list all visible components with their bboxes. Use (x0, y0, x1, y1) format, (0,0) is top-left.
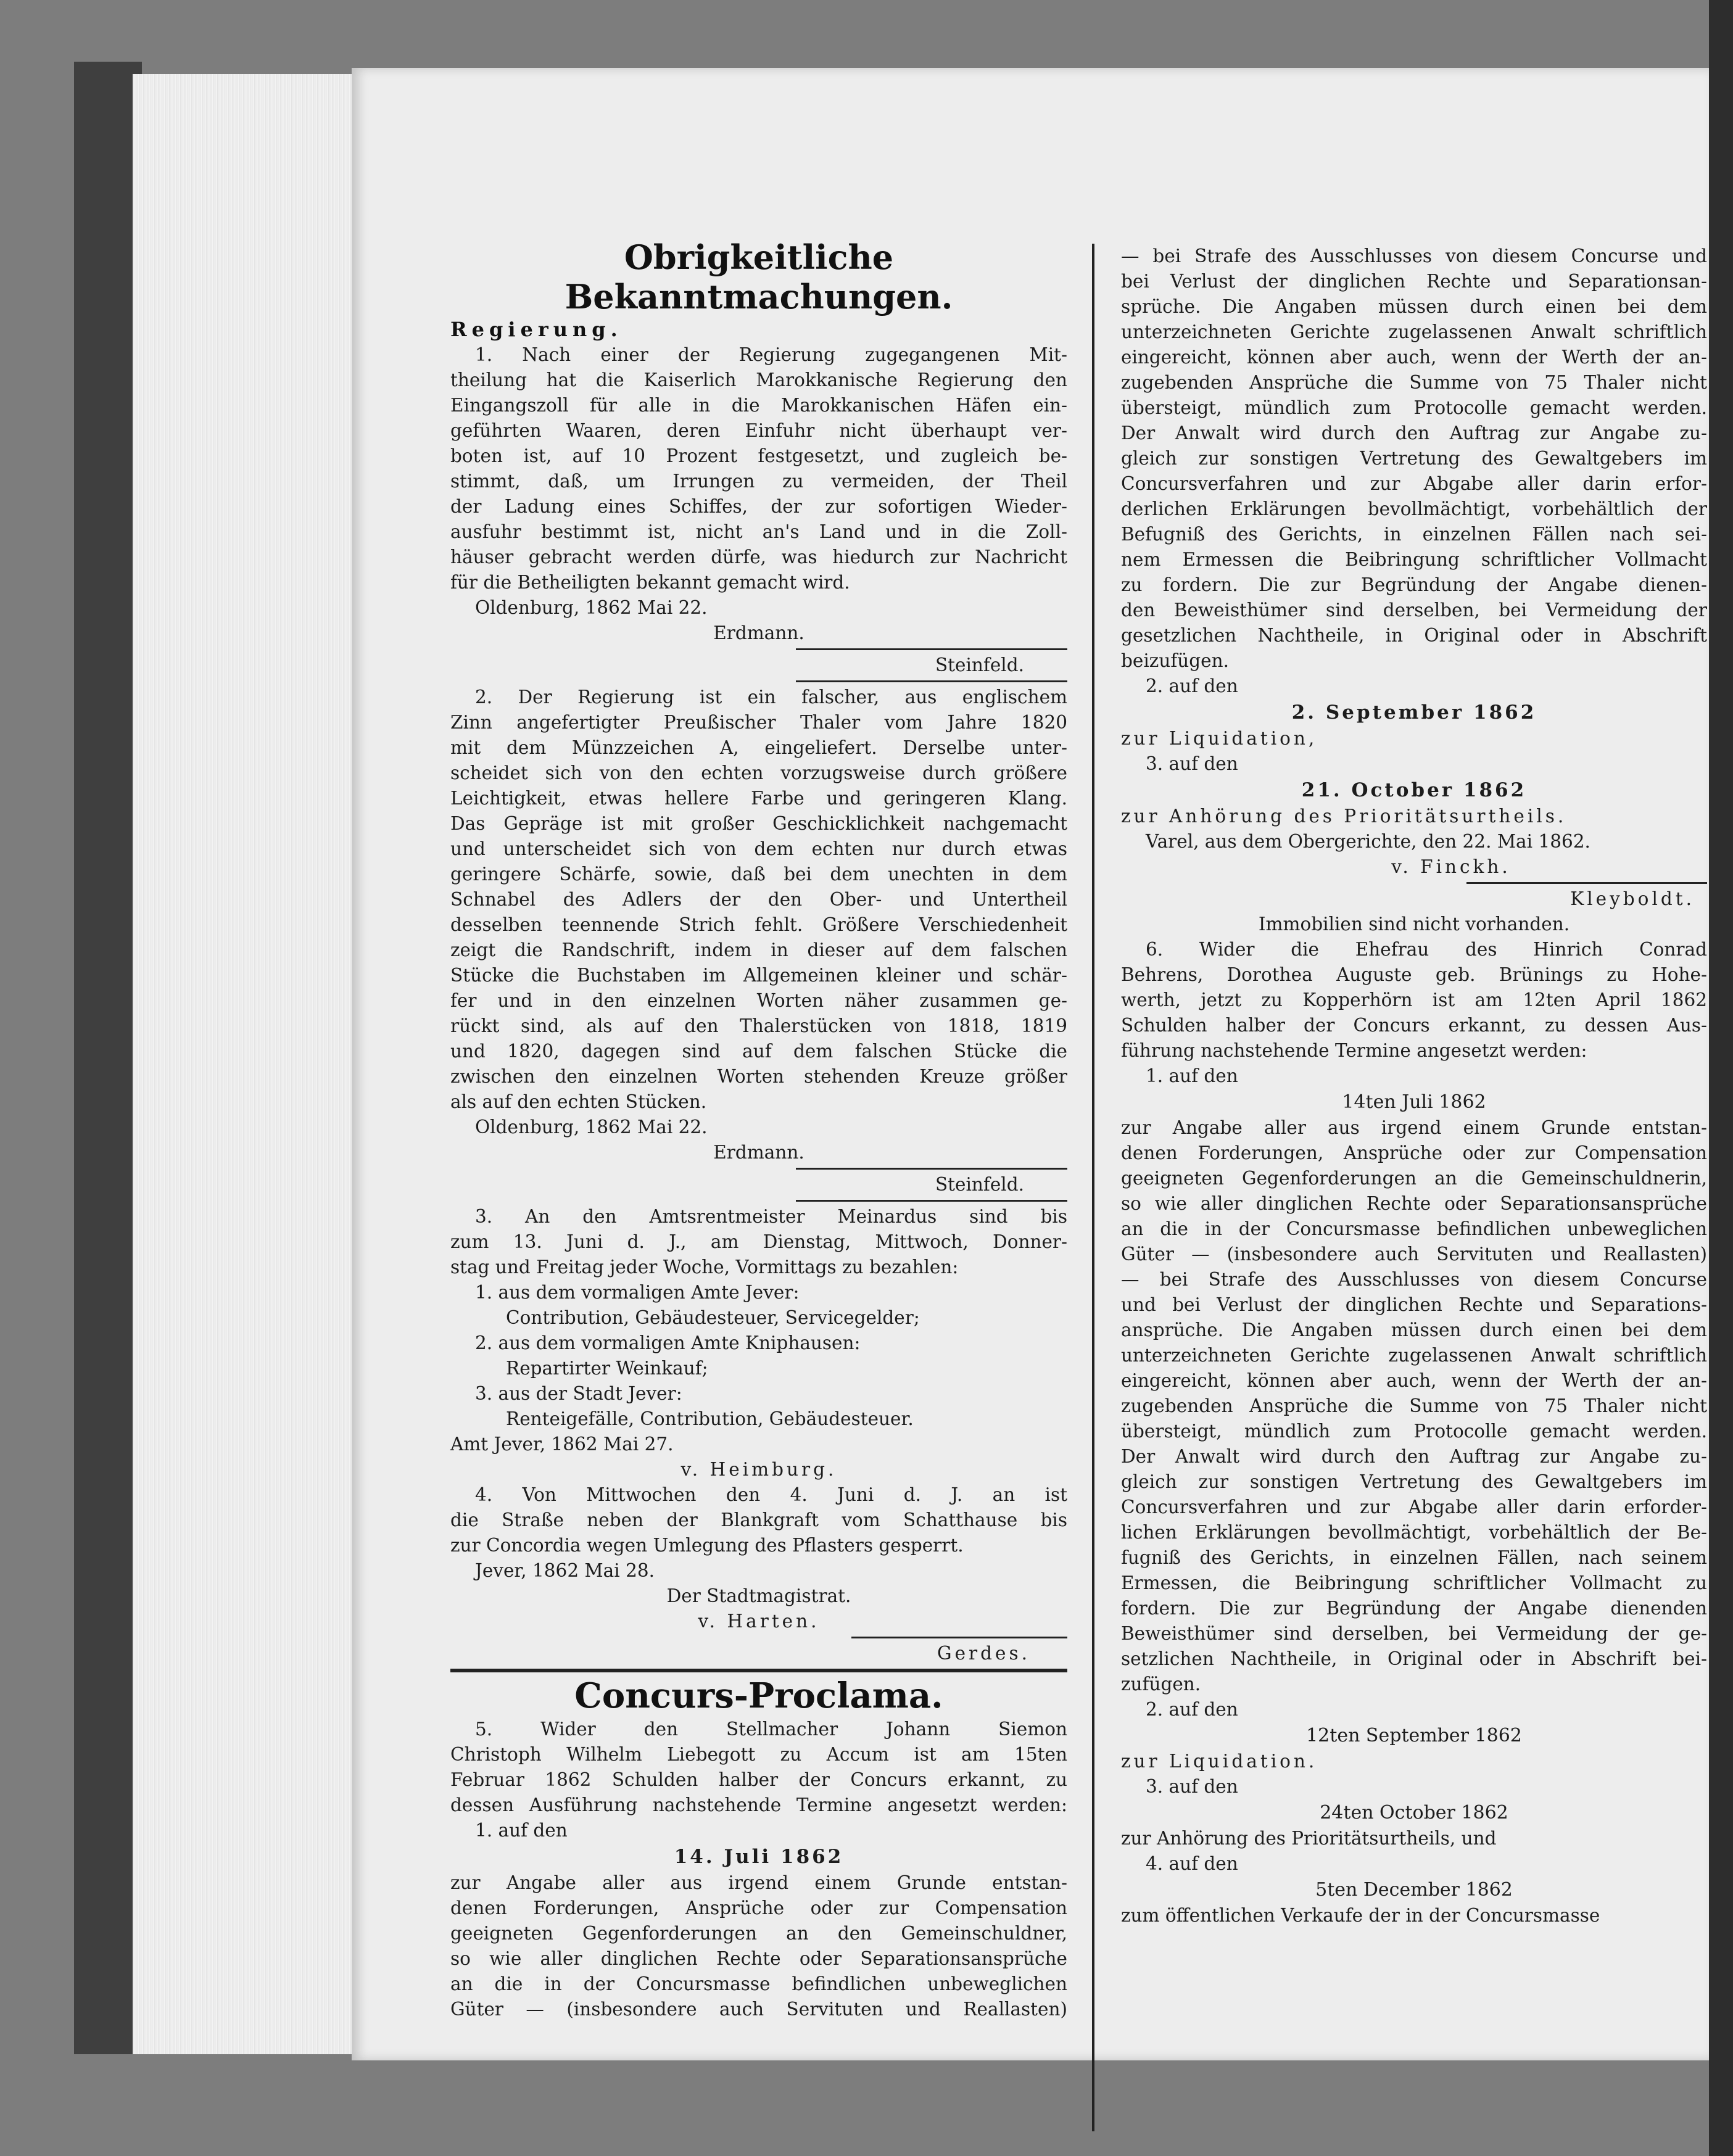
text-line: derlichen Erklärungen bevollmächtigt, vorbehältlich der (1121, 498, 1707, 519)
place-date: Oldenburg, 1862 Mai 22. (475, 1117, 708, 1138)
text-line: eingereicht, können aber auch, wenn der Werth der an- (1121, 347, 1707, 368)
signature-rule (796, 1168, 1067, 1170)
column-divider (1092, 244, 1094, 2131)
term-label: 1. auf den (1146, 1065, 1238, 1086)
text-line: zu fordern. Die zur Begründung der Angabe dienen- (1121, 574, 1707, 595)
text-line: Güter — (insbesondere auch Servituten und Reallasten) (1121, 1244, 1707, 1265)
notice-1 (450, 342, 1067, 682)
term-date: 14ten Juli 1862 (1342, 1091, 1486, 1113)
text-line: Schnabel des Adlers der den Ober- und Untertheil (450, 889, 1067, 910)
text-line: geeigneten Gegenforderungen an den Gemeinschuldner, (450, 1923, 1067, 1944)
term-label: 1. auf den (475, 1820, 568, 1841)
term-purpose: zur Liquidation, (1121, 728, 1318, 749)
text-line: desselben teennende Strich fehlt. Größere Verschiedenheit (450, 914, 1067, 935)
notice-6 (1121, 937, 1707, 1928)
text-line: zum 13. Juni d. J., am Dienstag, Mittwoch, Donner- (450, 1231, 1067, 1252)
text-line: fugniß des Gerichts, in einzelnen Fällen, nach seinem (1121, 1547, 1707, 1568)
signature: Erdmann. (713, 622, 804, 643)
text-line: und 1820, dagegen sind auf dem falschen Stücke die (450, 1041, 1067, 1062)
text-line: zugebenden Ansprüche die Summe von 75 Thaler nicht (1121, 1395, 1707, 1416)
text-line: Das Gepräge ist mit großer Geschicklichkeit nachgemacht (450, 813, 1067, 834)
signature: Erdmann. (713, 1142, 804, 1163)
text-line: zwischen den einzelnen Worten stehenden Kreuze größer (450, 1066, 1067, 1087)
signature: Steinfeld. (935, 1174, 1024, 1195)
text-line: geeigneten Gegenforderungen an die Gemeinschuldnerin, (1121, 1168, 1707, 1189)
text-line: und unterscheidet sich von dem echten nur durch etwas (450, 838, 1067, 859)
text-line: beizufügen. (1121, 650, 1229, 671)
signature-rule (796, 648, 1067, 650)
authority: Der Stadtmagistrat. (666, 1585, 851, 1606)
notice-2 (450, 685, 1067, 1202)
text-line: Schulden halber der Concurs erkannt, zu dessen Aus- (1121, 1015, 1707, 1036)
term-purpose: zur Liquidation. (1121, 1751, 1318, 1772)
list-item: Repartirter Weinkauf; (506, 1358, 708, 1379)
place-date: Jever, 1862 Mai 28. (475, 1560, 655, 1581)
section-regierung: Regierung. (450, 318, 622, 341)
book-cover-edge (1709, 0, 1733, 2156)
text-line: scheidet sich von den echten vorzugsweise durch größere (450, 762, 1067, 783)
text-line: Befugniß des Gerichts, in einzelnen Fällen nach sei- (1121, 524, 1707, 545)
text-line: gesetzlichen Nachtheile, in Original oder in Abschrift (1121, 625, 1707, 646)
text-line: Ermessen, die Beibringung schriftlicher Vollmacht zu (1121, 1572, 1707, 1593)
text-line: Güter — (insbesondere auch Servituten und Reallasten) (450, 1999, 1067, 2020)
text-line: übersteigt, mündlich zum Protocolle gemacht werden. (1121, 397, 1707, 418)
text-line: eingereicht, können aber auch, wenn der Werth der an- (1121, 1370, 1707, 1391)
text-line: der Ladung eines Schiffes, der zur sofortigen Wieder- (450, 496, 1067, 517)
text-line: denen Forderungen, Ansprüche oder zur Compensation (1121, 1142, 1707, 1163)
note: Immobilien sind nicht vorhanden. (1258, 914, 1570, 935)
right-column (1121, 244, 1707, 1928)
signature: v. Harten. (698, 1611, 820, 1632)
term-date: 2. September 1862 (1291, 701, 1537, 724)
text-line: 5. Wider den Stellmacher Johann Siemon (475, 1719, 1067, 1740)
signature: Kleyboldt. (1570, 888, 1695, 909)
text-line: Beweisthümer sind derselben, bei Vermeidung der ge- (1121, 1623, 1707, 1644)
text-line: Zinn angefertigter Preußischer Thaler vom Jahre 1820 (450, 712, 1067, 733)
text-line: Christoph Wilhelm Liebegott zu Accum ist am 15ten (450, 1744, 1067, 1765)
text-line: 3. An den Amtsrentmeister Meinardus sind bis (475, 1206, 1067, 1227)
text-line: werth, jetzt zu Kopperhörn ist am 12ten April 1862 (1121, 989, 1707, 1010)
text-line: unterzeichneten Gerichte zugelassenen Anwalt schriftlich (1121, 1345, 1707, 1366)
notice-3 (450, 1204, 1067, 1482)
text-line: Concursverfahren und zur Abgabe aller darin erforder- (1121, 1497, 1707, 1518)
official-notices-heading: Obrigkeitliche Bekanntmachungen. (565, 237, 953, 316)
term-date: 5ten December 1862 (1315, 1879, 1513, 1901)
left-column (450, 237, 1067, 2022)
text-line: den Beweisthümer sind derselben, bei Vermeidung der (1121, 600, 1707, 621)
list-item: Renteigefälle, Contribution, Gebäudesteuer. (506, 1408, 914, 1429)
text-line: Concursverfahren und zur Abgabe aller darin erfor- (1121, 473, 1707, 494)
list-item: Contribution, Gebäudesteuer, Servicegelder; (506, 1307, 920, 1328)
list-item: 3. aus der Stadt Jever: (475, 1383, 682, 1404)
text-line: ausfuhr bestimmt ist, nicht an's Land und in die Zoll- (450, 521, 1067, 542)
text-line: Der Anwalt wird durch den Auftrag zur Angabe zu- (1121, 423, 1707, 444)
text-line: stimmt, daß, um Irrungen zu vermeiden, der Theil (450, 471, 1067, 492)
text-line: an die in der Concursmasse befindlichen unbeweglichen (1121, 1218, 1707, 1239)
term-date: 12ten September 1862 (1306, 1725, 1522, 1746)
text-line: nem Ermessen die Beibringung schriftlicher Vollmacht (1121, 549, 1707, 570)
term-purpose: zur Anhörung des Prioritätsurtheils. (1121, 806, 1567, 827)
text-line: Der Anwalt wird durch den Auftrag zur Angabe zu- (1121, 1446, 1707, 1467)
text-line: Leichtigkeit, etwas hellere Farbe und geringeren Klang. (450, 788, 1067, 809)
text-line: zum öffentlichen Verkaufe der in der Concursmasse (1121, 1905, 1600, 1926)
place-date: Varel, aus dem Obergerichte, den 22. Mai 1862. (1146, 831, 1590, 852)
text-line: geführten Waaren, deren Einfuhr nicht überhaupt ver- (450, 420, 1067, 441)
text-line: die Straße neben der Blankgraft vom Schatthause bis (450, 1510, 1067, 1530)
text-line: gleich zur sonstigen Vertretung des Gewaltgebers im (1121, 1471, 1707, 1492)
notice-4 (450, 1482, 1067, 1672)
text-line: zur Concordia wegen Umlegung des Pflasters gesperrt. (450, 1535, 964, 1556)
signature: v. Finckh. (1391, 856, 1511, 877)
term-label: 2. auf den (1146, 675, 1238, 696)
signature-rule (851, 1637, 1067, 1638)
text-line: für die Betheiligten bekannt gemacht wird. (450, 572, 850, 593)
page-edges (133, 74, 361, 2054)
term-label: 2. auf den (1146, 1699, 1238, 1720)
text-line: zufügen. (1121, 1674, 1201, 1695)
text-line: 4. Von Mittwochen den 4. Juni d. J. an ist (475, 1484, 1067, 1505)
section-rule (450, 1669, 1067, 1672)
text-line: Februar 1862 Schulden halber der Concurs erkannt, zu (450, 1769, 1067, 1790)
text-line: rückt sind, als auf den Thalerstücken von 1818, 1819 (450, 1015, 1067, 1036)
text-line: so wie aller dinglichen Rechte oder Separationsansprüche (450, 1948, 1067, 1969)
text-line: boten ist, auf 10 Prozent festgesetzt, und zugleich be- (450, 445, 1067, 466)
list-item: 2. aus dem vormaligen Amte Kniphausen: (475, 1332, 861, 1353)
term-date: 24ten October 1862 (1320, 1802, 1508, 1824)
separator-rule (796, 1200, 1067, 1202)
term-date: 21. October 1862 (1301, 779, 1527, 801)
text-line: mit dem Münzzeichen A, eingeliefert. Derselbe unter- (450, 737, 1067, 758)
book-spine (74, 62, 142, 2054)
text-line: theilung hat die Kaiserlich Marokkanische Regierung den (450, 370, 1067, 390)
term-date: 14. Juli 1862 (674, 1846, 844, 1868)
text-line: dessen Ausführung nachstehende Termine angesetzt werden: (450, 1795, 1067, 1815)
term-purpose: zur Anhörung des Prioritätsurtheils, und (1121, 1828, 1497, 1849)
signature: v. Heimburg. (680, 1459, 837, 1480)
list-item: 1. aus dem vormaligen Amte Jever: (475, 1282, 800, 1303)
place-date: Amt Jever, 1862 Mai 27. (450, 1434, 674, 1455)
text-line: — bei Strafe des Ausschlusses von diesem Concurse und (1121, 246, 1707, 266)
text-line: — bei Strafe des Ausschlusses von diesem Concurse (1121, 1269, 1707, 1290)
text-line: führung nachstehende Termine angesetzt werden: (1121, 1040, 1587, 1061)
text-line: und bei Verlust der dinglichen Rechte und Separations- (1121, 1294, 1707, 1315)
notice-5 (450, 1717, 1067, 2022)
separator-rule (796, 680, 1067, 682)
text-line: so wie aller dinglichen Rechte oder Separationsansprüche (1121, 1193, 1707, 1214)
text-line: 1. Nach einer der Regierung zugegangenen Mit- (475, 344, 1067, 365)
text-line: setzlichen Nachtheile, in Original oder in Abschrift bei- (1121, 1648, 1707, 1669)
concurs-heading: Concurs-Proclama. (574, 1675, 943, 1716)
text-line: denen Forderungen, Ansprüche oder zur Compensation (450, 1898, 1067, 1919)
text-line: als auf den echten Stücken. (450, 1091, 707, 1112)
term-label: 3. auf den (1146, 1776, 1238, 1797)
text-line: ansprüche. Die Angaben müssen durch einen bei dem (1121, 1320, 1707, 1340)
term-label: 4. auf den (1146, 1853, 1238, 1874)
text-line: häuser gebracht werden dürfe, was hiedurch zur Nachricht (450, 547, 1067, 568)
text-line: Stücke die Buchstaben im Allgemeinen kleiner und schär- (450, 965, 1067, 986)
place-date: Oldenburg, 1862 Mai 22. (475, 597, 708, 618)
text-line: Eingangszoll für alle in die Marokkanischen Häfen ein- (450, 395, 1067, 416)
text-line: gleich zur sonstigen Vertretung des Gewaltgebers im (1121, 448, 1707, 469)
text-line: fordern. Die zur Begründung der Angabe dienenden (1121, 1598, 1707, 1619)
text-line: zugebenden Ansprüche die Summe von 75 Thaler nicht (1121, 372, 1707, 393)
text-line: bei Verlust der dinglichen Rechte und Separationsan- (1121, 271, 1707, 292)
text-line: an die in der Concursmasse befindlichen unbeweglichen (450, 1973, 1067, 1994)
signature-rule (1466, 882, 1707, 884)
text-line: 6. Wider die Ehefrau des Hinrich Conrad (1146, 939, 1707, 960)
text-line: zur Angabe aller aus irgend einem Grunde entstan- (450, 1872, 1067, 1893)
text-line: fer und in den einzelnen Worten näher zusammen ge- (450, 990, 1067, 1011)
signature: Steinfeld. (935, 655, 1024, 675)
text-line: unterzeichneten Gerichte zugelassenen Anwalt schriftlich (1121, 321, 1707, 342)
text-line: stag und Freitag jeder Woche, Vormittags zu bezahlen: (450, 1257, 959, 1278)
text-line: 2. Der Regierung ist ein falscher, aus englischem (475, 687, 1067, 708)
text-line: geringere Schärfe, sowie, daß bei dem unechten in dem (450, 864, 1067, 885)
text-line: zeigt die Randschrift, indem in dieser auf dem falschen (450, 940, 1067, 960)
notice-5-continued (1121, 244, 1707, 937)
text-line: sprüche. Die Angaben müssen durch einen bei dem (1121, 296, 1707, 317)
signature: Gerdes. (937, 1643, 1030, 1664)
text-line: übersteigt, mündlich zum Protocolle gemacht werden. (1121, 1421, 1707, 1442)
text-line: zur Angabe aller aus irgend einem Grunde entstan- (1121, 1117, 1707, 1138)
term-label: 3. auf den (1146, 753, 1238, 774)
text-line: Behrens, Dorothea Auguste geb. Brünings zu Hohe- (1121, 964, 1707, 985)
text-line: lichen Erklärungen bevollmächtigt, vorbehältlich der Be- (1121, 1522, 1707, 1543)
